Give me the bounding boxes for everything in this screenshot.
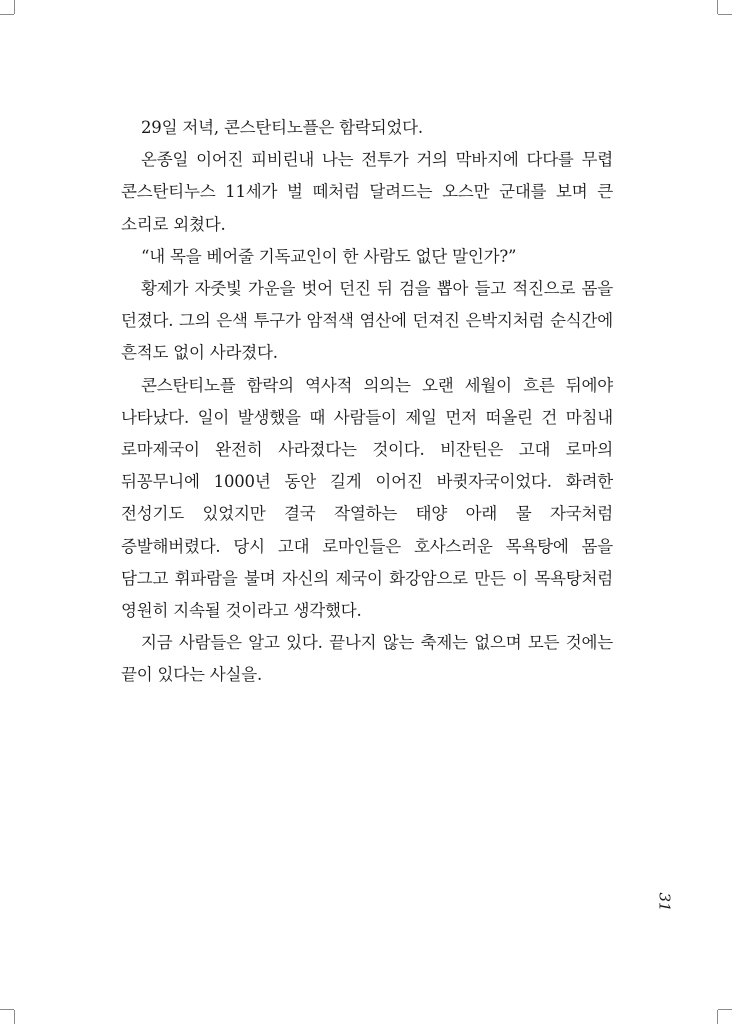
crop-mark-top-left-h: [0, 14, 14, 15]
crop-mark-top-right-v: [717, 0, 718, 14]
paragraph-1: 29일 저녁, 콘스탄티노플은 함락되었다.: [141, 118, 423, 137]
paragraph-5: 콘스탄티노플 함락의 역사적 의의는 오랜 세월이 흐른 뒤에야 나타났다. 일이 발생했을 때 사람들이 제일 먼저 떠올린 건 마침내 로마제국이 완전히 사라졌다는 것이다. 비잔틴은 고대 로마의 뒤꽁무니에 1000년 동안 길게 이어진 바큇자국이었다. 화려한 전성기도 있었지만 결국 작열하는 태양 아래 물 자국처럼 증발해버렸다. 당시 고대 로마인들은 호사스러운 목욕탕에 몸을 담그고 휘파람을 불며 자신의 제국이 화강암으로 만든 이 목욕탕처럼 영원히 지속될 것이라고 생각했다.: [121, 375, 613, 621]
crop-mark-bottom-left-h: [0, 1009, 14, 1010]
paragraph-6: 지금 사람들은 알고 있다. 끝나지 않는 축제는 없으며 모든 것에는 끝이 있다는 사실을.: [121, 633, 613, 685]
paragraph-2: 온종일 이어진 피비린내 나는 전투가 거의 막바지에 다다를 무렵 콘스탄티누스 11세가 벌 떼처럼 달려드는 오스만 군대를 보며 큰 소리로 외쳤다.: [121, 150, 613, 234]
crop-mark-bottom-right-v: [717, 1010, 718, 1024]
paragraph-4: 황제가 자줏빛 가운을 벗어 던진 뒤 검을 뽑아 들고 적진으로 몸을 던졌다. 그의 은색 투구가 암적색 염산에 던져진 은박지처럼 순식간에 흔적도 없이 사라졌다.: [121, 279, 613, 363]
body-text: [121, 112, 613, 692]
paragraph-3-quote: “내 목을 베어줄 기독교인이 한 사람도 없단 말인가?”: [141, 246, 517, 266]
page-number: 31: [655, 892, 674, 912]
crop-mark-bottom-left-v: [14, 1010, 15, 1024]
crop-mark-bottom-right-h: [718, 1009, 732, 1010]
crop-mark-top-left-v: [14, 0, 15, 14]
crop-mark-top-right-h: [718, 14, 732, 15]
